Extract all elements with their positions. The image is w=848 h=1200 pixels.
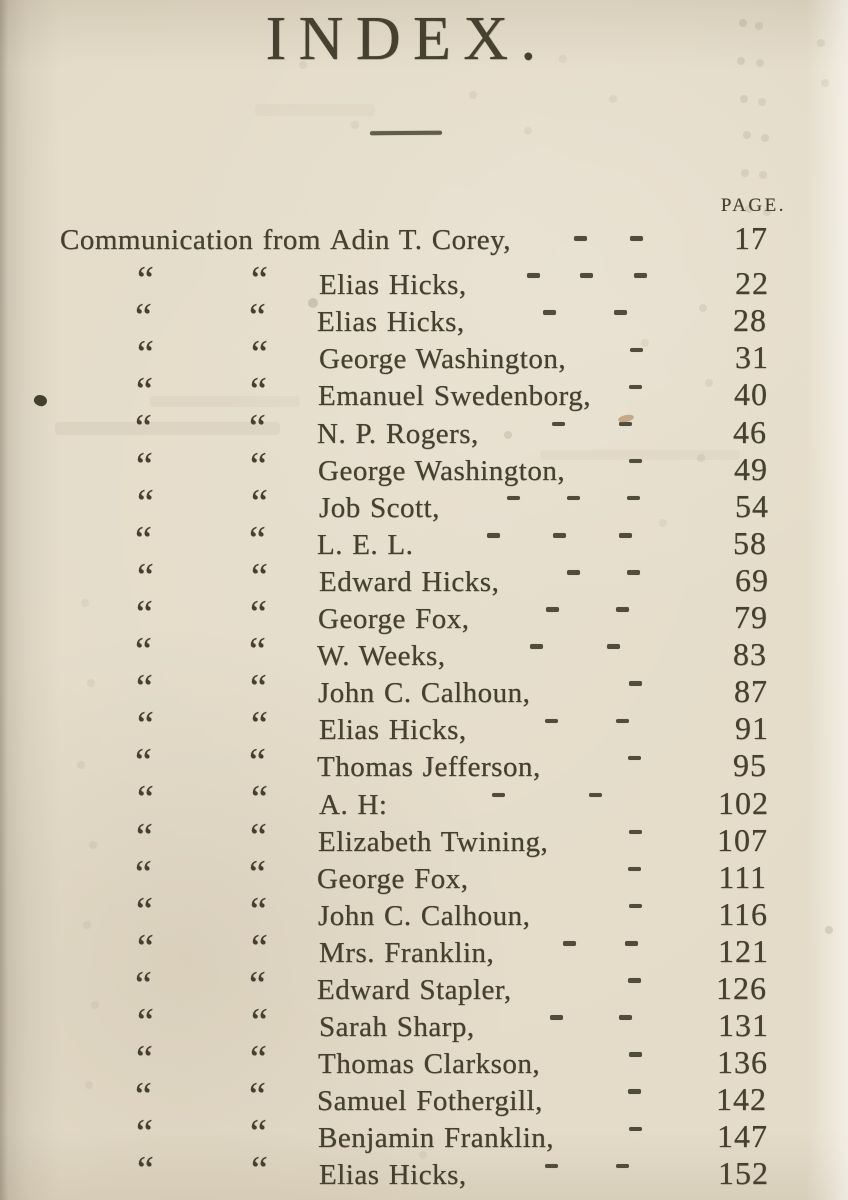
bleed-through-smudge xyxy=(150,396,300,407)
ditto-mark: “ xyxy=(137,259,152,302)
dash-leaders xyxy=(561,739,685,776)
dash-leaders xyxy=(568,814,686,851)
index-entry xyxy=(1,257,848,302)
dash-mark xyxy=(574,236,587,241)
dash-leaders xyxy=(585,443,686,480)
ditto-columns xyxy=(60,665,318,710)
ditto-columns xyxy=(61,776,319,821)
dash-leaders xyxy=(489,591,686,628)
entry-name: Adin T. Corey, xyxy=(330,224,512,256)
ditto-mark: “ xyxy=(136,444,151,487)
dash-mark xyxy=(634,273,647,278)
dash-mark xyxy=(629,681,642,686)
entry-name: Edward Hicks, xyxy=(319,565,500,598)
ditto-mark: “ xyxy=(249,518,264,561)
dash-mark xyxy=(619,1015,632,1020)
dash-mark xyxy=(550,1015,563,1020)
dash-mark xyxy=(630,236,643,241)
dash-leaders xyxy=(531,220,686,257)
dash-mark xyxy=(530,644,543,649)
ditto-columns xyxy=(60,591,318,635)
index-entry xyxy=(0,851,847,895)
ditto-mark: “ xyxy=(250,370,265,413)
ditto-mark: “ xyxy=(135,852,150,895)
entry-name: Sarah Sharp, xyxy=(319,1011,475,1044)
dash-mark xyxy=(628,756,641,761)
ditto-mark: “ xyxy=(136,667,151,710)
index-entry xyxy=(1,1147,848,1192)
ditto-columns xyxy=(61,480,319,524)
dash-mark xyxy=(616,1164,629,1169)
ditto-mark: “ xyxy=(136,815,151,858)
index-entry xyxy=(1,554,848,598)
entry-page-number: 126 xyxy=(716,969,767,1006)
ditto-mark: “ xyxy=(135,296,150,339)
ditto-mark: “ xyxy=(135,407,150,450)
ditto-mark: “ xyxy=(137,926,152,969)
ditto-mark: “ xyxy=(251,555,266,598)
dash-leaders xyxy=(532,962,685,999)
dash-leaders xyxy=(487,257,687,294)
dash-mark xyxy=(616,719,629,724)
entry-page-number: 31 xyxy=(735,339,769,376)
ditto-columns xyxy=(59,962,317,1006)
entry-name: W. Weeks, xyxy=(317,640,446,673)
dash-mark xyxy=(492,793,505,798)
bleed-through-smudge xyxy=(255,104,375,116)
ditto-mark: “ xyxy=(251,704,266,747)
entry-page-number: 131 xyxy=(718,1007,769,1044)
ditto-mark: “ xyxy=(250,1038,265,1081)
page-number-column-header: PAGE. xyxy=(720,195,786,216)
ditto-mark: “ xyxy=(137,1000,152,1043)
ditto-mark: “ xyxy=(137,555,152,598)
entry-name: Job Scott, xyxy=(319,491,440,524)
entry-page-number: 91 xyxy=(735,710,769,747)
entry-page-number: 17 xyxy=(734,220,768,256)
ditto-columns xyxy=(60,888,318,932)
dash-mark xyxy=(553,533,566,538)
dash-leaders xyxy=(495,999,687,1036)
index-entry xyxy=(1,925,848,969)
entry-lead-label: Communication from xyxy=(60,224,321,256)
entry-page-number: 46 xyxy=(733,413,767,450)
entry-name: George Fox, xyxy=(318,603,470,636)
ditto-mark: “ xyxy=(249,407,264,450)
index-entry xyxy=(0,962,847,1006)
entry-page-number: 28 xyxy=(733,302,767,339)
ditto-columns xyxy=(60,1110,318,1155)
index-entry xyxy=(0,1073,847,1118)
dash-mark xyxy=(607,644,620,649)
entry-page-number: 54 xyxy=(735,487,769,524)
ditto-mark: “ xyxy=(136,1038,151,1081)
ditto-columns xyxy=(59,739,317,784)
ditto-columns xyxy=(60,814,318,858)
ditto-columns xyxy=(60,443,318,487)
dash-mark xyxy=(629,830,642,835)
dash-mark xyxy=(614,310,627,315)
entry-name: Elias Hicks, xyxy=(319,269,467,302)
ditto-mark: “ xyxy=(137,481,152,524)
dash-mark xyxy=(629,1127,642,1132)
dash-leaders xyxy=(514,925,687,962)
entry-page-number: 107 xyxy=(717,821,768,858)
entry-name: Elias Hicks, xyxy=(319,714,467,747)
entry-page-number: 49 xyxy=(734,450,768,487)
ditto-mark: “ xyxy=(250,815,265,858)
index-entry xyxy=(0,739,847,784)
dash-mark xyxy=(629,385,642,390)
ditto-columns xyxy=(61,925,319,969)
ditto-mark: “ xyxy=(137,333,152,376)
entry-page-number: 58 xyxy=(733,524,767,561)
ditto-columns xyxy=(61,702,319,747)
entry-name: Elias Hicks, xyxy=(319,1159,467,1192)
entry-name: N. P. Rogers, xyxy=(317,417,479,450)
dash-mark xyxy=(546,607,559,612)
dash-leaders xyxy=(485,294,685,331)
ditto-mark: “ xyxy=(136,370,151,413)
dash-leaders xyxy=(488,851,685,888)
entry-page-number: 83 xyxy=(733,636,767,673)
entry-page-number: 152 xyxy=(718,1155,769,1192)
dash-mark xyxy=(545,719,558,724)
ditto-columns xyxy=(59,851,317,895)
ditto-mark: “ xyxy=(136,1112,151,1155)
dash-mark xyxy=(487,533,500,538)
entry-name: George Washington, xyxy=(319,343,567,376)
entry-name: Samuel Fothergill, xyxy=(317,1085,543,1118)
entry-name: Mrs. Franklin, xyxy=(319,936,495,969)
index-entry xyxy=(0,517,847,561)
entry-name: Thomas Jefferson, xyxy=(317,751,541,784)
dash-mark xyxy=(627,496,640,501)
index-entry-list xyxy=(0,220,848,1192)
dash-mark xyxy=(619,422,632,427)
dash-mark xyxy=(567,570,580,575)
ditto-mark: “ xyxy=(251,1149,266,1192)
dash-mark xyxy=(625,941,638,946)
entry-page-number: 22 xyxy=(735,265,769,302)
index-entry xyxy=(1,702,848,747)
dash-mark xyxy=(563,941,576,946)
entry-page-number: 95 xyxy=(733,747,767,784)
entry-page-number: 102 xyxy=(718,784,769,821)
dash-leaders xyxy=(487,702,687,739)
index-entry xyxy=(0,628,847,673)
dash-mark xyxy=(552,422,565,427)
dash-mark xyxy=(630,348,643,353)
dash-leaders xyxy=(407,776,687,813)
dash-leaders xyxy=(550,665,686,702)
entry-name: John C. Calhoun, xyxy=(318,677,531,710)
entry-page-number: 136 xyxy=(717,1044,768,1081)
ditto-columns xyxy=(59,628,317,673)
dash-leaders xyxy=(499,405,685,442)
ditto-mark: “ xyxy=(249,741,264,784)
ditto-mark: “ xyxy=(135,518,150,561)
dash-leaders xyxy=(487,1147,687,1184)
ditto-mark: “ xyxy=(250,444,265,487)
ditto-mark: “ xyxy=(249,630,264,673)
ditto-columns xyxy=(59,517,317,561)
ditto-mark: “ xyxy=(249,852,264,895)
dash-mark xyxy=(589,793,602,798)
ditto-mark: “ xyxy=(135,1075,150,1118)
entry-name: Elizabeth Twining, xyxy=(318,825,549,858)
ditto-mark: “ xyxy=(137,778,152,821)
entry-name: A. H: xyxy=(319,788,388,821)
ditto-mark: “ xyxy=(251,1000,266,1043)
dash-mark xyxy=(580,273,593,278)
dash-mark xyxy=(543,310,556,315)
index-entry xyxy=(0,220,848,257)
index-entry xyxy=(0,294,847,339)
dash-mark xyxy=(627,570,640,575)
entry-name: L. E. L. xyxy=(317,528,414,561)
ditto-mark: “ xyxy=(250,889,265,932)
ditto-mark: “ xyxy=(135,741,150,784)
dash-mark xyxy=(507,496,520,501)
ditto-mark: “ xyxy=(249,1075,264,1118)
dash-leaders xyxy=(586,331,687,368)
index-entry xyxy=(1,999,848,1044)
entry-name: Edward Stapler, xyxy=(317,973,512,1006)
dash-mark xyxy=(567,496,580,501)
ditto-columns xyxy=(61,331,319,376)
dash-leaders xyxy=(560,1036,686,1073)
ditto-columns xyxy=(59,294,317,339)
entry-name: George Washington, xyxy=(318,454,566,487)
entry-page-number: 87 xyxy=(734,673,768,710)
page-title: INDEX. xyxy=(265,5,549,73)
title-divider-rule xyxy=(370,131,442,136)
ditto-mark: “ xyxy=(137,1149,152,1192)
entry-page-number: 142 xyxy=(716,1081,767,1118)
dash-mark xyxy=(628,867,641,872)
dash-mark xyxy=(545,1164,558,1169)
ditto-mark: “ xyxy=(137,704,152,747)
dash-leaders xyxy=(433,517,685,554)
ditto-columns xyxy=(61,257,319,302)
ditto-columns xyxy=(61,1147,319,1192)
entry-name: George Fox, xyxy=(317,862,469,895)
ditto-mark: “ xyxy=(250,667,265,710)
entry-page-number: 69 xyxy=(735,561,769,598)
ditto-mark: “ xyxy=(249,296,264,339)
entry-name: John C. Calhoun, xyxy=(318,899,531,932)
index-entry xyxy=(1,776,848,821)
dash-mark xyxy=(628,1089,641,1094)
entry-name: Emanuel Swedenborg, xyxy=(318,380,592,413)
entry-page-number: 116 xyxy=(718,895,768,932)
ditto-columns xyxy=(61,999,319,1043)
ditto-mark: “ xyxy=(135,630,150,673)
ditto-mark: “ xyxy=(135,963,150,1006)
entry-name: Elias Hicks, xyxy=(317,306,465,339)
ditto-columns xyxy=(61,554,319,598)
dash-mark xyxy=(616,607,629,612)
dash-mark xyxy=(629,1052,642,1057)
ditto-mark: “ xyxy=(251,926,266,969)
ditto-mark: “ xyxy=(136,592,151,635)
ditto-mark: “ xyxy=(251,259,266,302)
dash-mark xyxy=(629,904,642,909)
entry-page-number: 111 xyxy=(718,858,767,895)
entry-page-number: 79 xyxy=(734,599,768,636)
ditto-mark: “ xyxy=(250,1112,265,1155)
dash-mark xyxy=(619,533,632,538)
dash-mark xyxy=(628,978,641,983)
entry-page-number: 121 xyxy=(718,932,769,969)
ditto-mark: “ xyxy=(251,333,266,376)
dash-leaders xyxy=(563,1073,685,1110)
ditto-columns xyxy=(59,1073,317,1118)
dash-leaders xyxy=(611,368,686,405)
dash-mark xyxy=(527,273,540,278)
dash-leaders xyxy=(466,628,685,665)
ditto-columns xyxy=(60,1036,318,1081)
dash-leaders xyxy=(574,1110,686,1147)
entry-page-number: 147 xyxy=(717,1118,768,1155)
ditto-mark: “ xyxy=(250,592,265,635)
entry-name: Thomas Clarkson, xyxy=(318,1048,541,1081)
bleed-through-smudge xyxy=(55,422,280,435)
ditto-mark: “ xyxy=(251,481,266,524)
ditto-mark: “ xyxy=(249,963,264,1006)
bleed-through-smudge xyxy=(540,450,740,460)
index-entry xyxy=(1,331,848,376)
entry-name: Benjamin Franklin, xyxy=(318,1122,555,1155)
entry-page-number: 40 xyxy=(734,376,768,413)
ditto-mark: “ xyxy=(136,889,151,932)
index-entry xyxy=(1,480,848,524)
ditto-mark: “ xyxy=(251,778,266,821)
dash-leaders xyxy=(460,480,687,517)
dash-leaders xyxy=(550,888,686,925)
dash-leaders xyxy=(519,554,687,591)
bleed-through-dots xyxy=(0,0,6,6)
